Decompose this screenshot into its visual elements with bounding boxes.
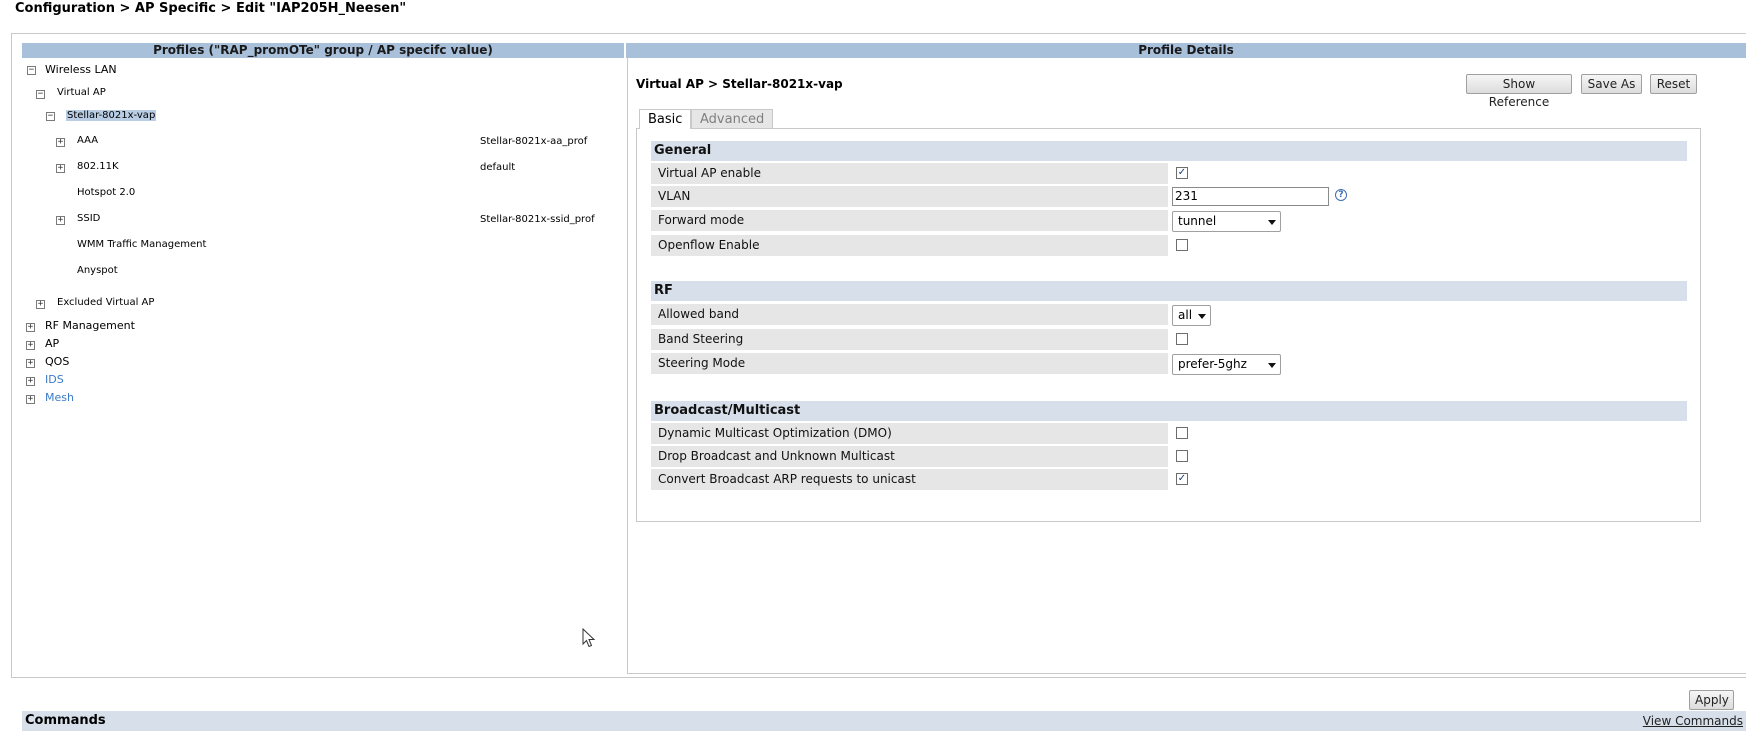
apply-button[interactable]: Apply [1689,690,1734,710]
collapse-icon[interactable]: − [47,111,54,121]
expand-icon[interactable]: + [57,137,64,147]
virtual-ap-enable-label: Virtual AP enable [651,163,1168,184]
forward-mode-value: tunnel [1178,214,1217,228]
dropdown-arrow-icon [1268,363,1276,368]
band-steering-checkbox[interactable] [1176,333,1188,345]
drop-broadcast-label: Drop Broadcast and Unknown Multicast [651,446,1168,467]
tree-item-ssid[interactable]: SSID [77,213,101,224]
forward-mode-label: Forward mode [651,210,1168,231]
section-general-title: General [651,141,1687,161]
collapse-icon[interactable]: − [28,65,35,75]
expand-icon[interactable]: + [27,340,34,350]
expand-icon[interactable]: + [57,215,64,225]
dropdown-arrow-icon [1268,220,1276,225]
vlan-label: VLAN [651,186,1168,207]
band-steering-label: Band Steering [651,329,1168,350]
tree-item-hotspot[interactable]: Hotspot 2.0 [77,187,136,198]
view-commands-link[interactable]: View Commands [1642,714,1743,728]
tree-value-aaa: Stellar-8021x-aa_prof [480,136,588,147]
tree-item-ids[interactable]: IDS [45,373,64,386]
convert-arp-checkbox[interactable]: ✓ [1177,473,1187,484]
reset-button[interactable]: Reset [1650,74,1697,94]
expand-icon[interactable]: + [27,322,34,332]
tree-item-excluded-vap[interactable]: Excluded Virtual AP [57,297,155,308]
collapse-icon[interactable]: − [37,89,44,99]
dropdown-arrow-icon [1198,314,1206,319]
virtual-ap-enable-checkbox[interactable]: ✓ [1177,167,1187,178]
tree-value-ssid: Stellar-8021x-ssid_prof [480,214,595,225]
tree-item-wireless-lan[interactable]: Wireless LAN [45,63,117,76]
breadcrumb: Configuration > AP Specific > Edit "IAP205H_Neesen" [15,1,407,16]
tree-item-anyspot[interactable]: Anyspot [77,265,118,276]
allowed-band-select[interactable] [1172,305,1211,326]
convert-arp-label: Convert Broadcast ARP requests to unicast [651,469,1168,490]
tree-item-ap[interactable]: AP [45,337,60,350]
tree-item-vap-selected[interactable]: Stellar-8021x-vap [67,110,156,121]
dmo-checkbox[interactable] [1176,427,1188,439]
allowed-band-label: Allowed band [651,304,1168,325]
expand-icon[interactable]: + [37,299,44,309]
vlan-input[interactable]: 231 [1172,187,1329,206]
tree-item-rf-management[interactable]: RF Management [45,319,135,332]
steering-mode-label: Steering Mode [651,353,1168,374]
openflow-enable-label: Openflow Enable [651,235,1168,256]
profile-title: Virtual AP > Stellar-8021x-vap [636,77,843,91]
openflow-enable-checkbox[interactable] [1176,239,1188,251]
commands-title: Commands [25,713,106,728]
tree-item-80211k[interactable]: 802.11K [77,161,119,172]
footer-divider [11,677,1746,678]
steering-mode-value: prefer-5ghz [1178,357,1247,371]
expand-icon[interactable]: + [27,376,34,386]
section-broadcast-title: Broadcast/Multicast [651,401,1687,421]
show-reference-button[interactable]: Show Reference [1466,74,1572,94]
tree-item-aaa[interactable]: AAA [77,135,99,146]
help-icon[interactable]: ? [1335,189,1347,201]
tab-basic[interactable]: Basic [639,109,691,129]
tree-item-wmm[interactable]: WMM Traffic Management [77,239,207,250]
profile-details-header: Profile Details [626,43,1746,58]
expand-icon[interactable]: + [27,394,34,404]
allowed-band-value: all [1178,308,1193,322]
profiles-header: Profiles ("RAP_promOTe" group / AP specifc value) [22,43,624,58]
tree-value-80211k: default [480,162,516,173]
drop-broadcast-checkbox[interactable] [1176,450,1188,462]
commands-bar [22,711,1746,731]
save-as-button[interactable]: Save As [1581,74,1642,94]
tree-item-mesh[interactable]: Mesh [45,391,74,404]
expand-icon[interactable]: + [27,358,34,368]
section-rf-title: RF [651,281,1687,301]
tree-item-qos[interactable]: QOS [45,355,70,368]
dmo-label: Dynamic Multicast Optimization (DMO) [651,423,1168,444]
steering-mode-select[interactable] [1172,354,1281,375]
tab-advanced[interactable]: Advanced [691,109,773,129]
expand-icon[interactable]: + [57,163,64,173]
forward-mode-select[interactable] [1172,211,1281,232]
tree-item-virtual-ap[interactable]: Virtual AP [57,87,106,98]
mouse-cursor-icon [582,628,596,648]
